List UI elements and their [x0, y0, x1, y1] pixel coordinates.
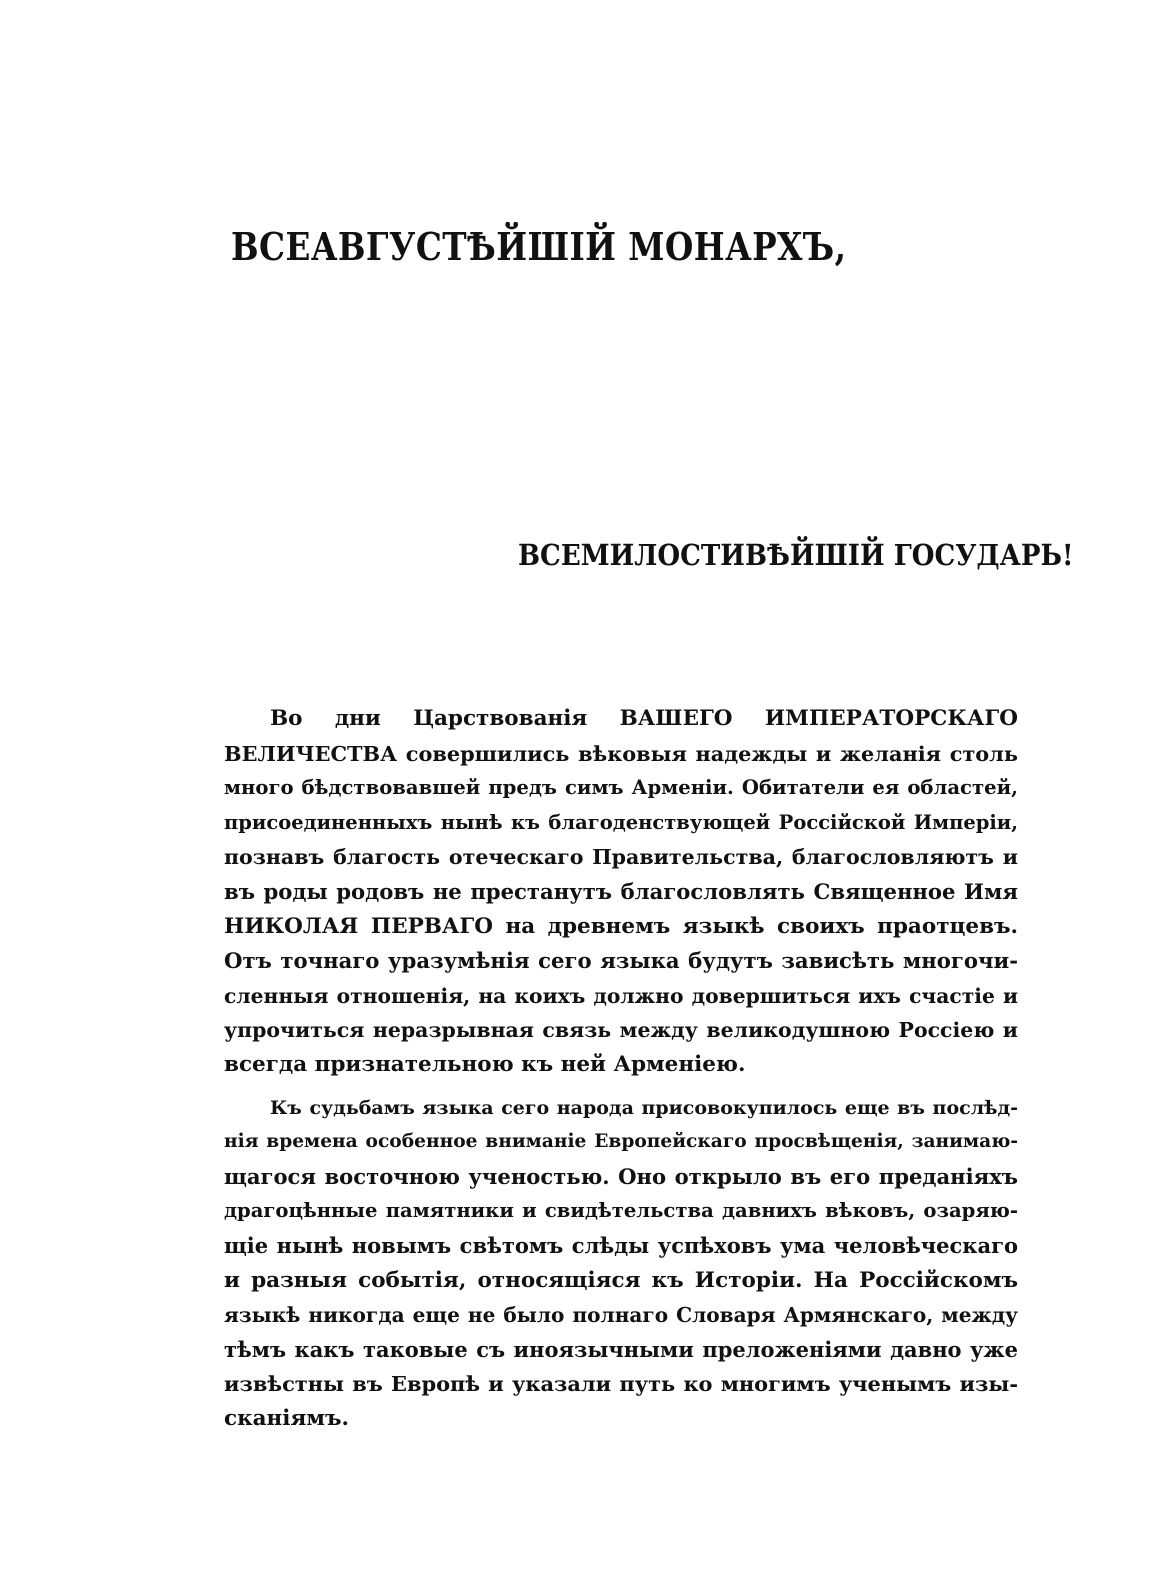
text-line: нія времена особенное вниманіе Европейскаго просвѣщенія, занимаю-	[224, 1131, 1018, 1153]
paragraph-2	[224, 1091, 1018, 1437]
text-line: Къ судьбамъ языка сего народа присовокупилось еще въ послѣд-	[270, 1096, 1018, 1119]
text-line: НИКОЛАЯ ПЕРВАГО на древнемъ языкѣ своихъ праотцевъ.	[224, 913, 1018, 939]
body-text	[224, 702, 1018, 1436]
text-line: щіе нынѣ новымъ свѣтомъ слѣды успѣховъ ума человѣческаго	[224, 1232, 1018, 1258]
text-line: всегда признательною къ ней Арменіею.	[224, 1051, 746, 1077]
text-line: ВЕЛИЧЕСТВА совершились вѣковыя надежды и желанія столь	[224, 740, 1018, 766]
text-line: сканіямъ.	[224, 1405, 349, 1431]
paragraph-spacer	[224, 1083, 1018, 1091]
page-title: ВСЕАВГУСТѢЙШІЙ МОНАРХЪ,	[231, 224, 847, 269]
text-line: тѣмъ какъ таковые съ иноязычными преложеніями давно уже	[224, 1336, 1018, 1362]
text-line: Отъ точнаго уразумѣнія сего языка будутъ зависѣть многочи-	[224, 948, 1018, 974]
text-line: щагося восточною ученостью. Оно открыло въ его преданіяхъ	[224, 1163, 1018, 1189]
text-line: извѣстны въ Европѣ и указали путь ко многимъ ученымъ изы-	[224, 1371, 1018, 1397]
text-line: познавъ благость отеческаго Правительства, благословляютъ и	[224, 845, 1018, 870]
text-line: много бѣдствовавшей предъ симъ Арменіи. Обитатели ея областей,	[224, 776, 1018, 800]
paragraph-1	[224, 702, 1018, 1083]
text-line: въ роды родовъ не престанутъ благословлять Священное Имя	[224, 878, 1018, 904]
text-line: присоединенныхъ нынѣ къ благоденствующей Россійской Имперіи,	[224, 810, 1018, 834]
text-line: сленныя отношенія, на коихъ должно довершиться ихъ счастіе и	[224, 983, 1018, 1008]
text-line: языкѣ никогда еще не было полнаго Словаря Армянскаго, между	[224, 1303, 1018, 1328]
salutation-heading: ВСЕМИЛОСТИВѢЙШІЙ ГОСУДАРЬ!	[518, 538, 1074, 572]
text-line: и разныя событія, относящіяся къ Исторіи. На Россійскомъ	[224, 1267, 1018, 1293]
text-line: Во дни Царствованія ВАШЕГО ИМПЕРАТОРСКАГО	[270, 706, 1018, 731]
text-line: драгоцѣнные памятники и свидѣтельства давнихъ вѣковъ, озаряю-	[224, 1199, 1018, 1223]
text-line: упрочиться неразрывная связь между великодушною Россіею и	[224, 1018, 1018, 1043]
